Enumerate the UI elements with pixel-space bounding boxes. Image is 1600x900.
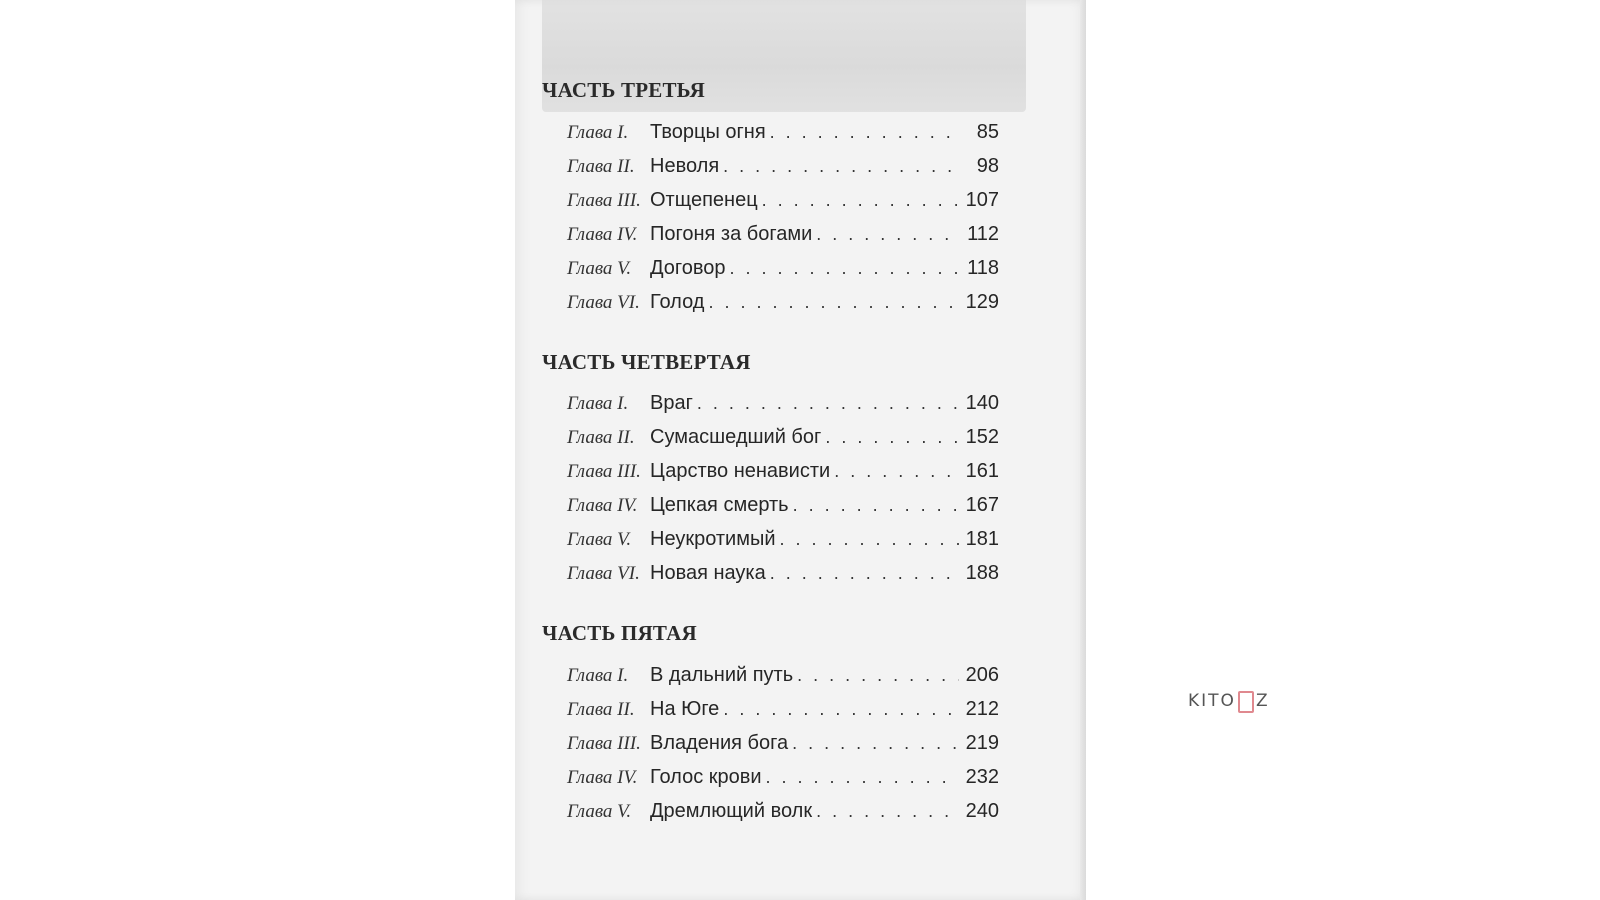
toc-entry — [567, 698, 999, 726]
page-number: 85 — [976, 121, 999, 143]
page-number: 112 — [967, 223, 999, 245]
book-page — [515, 0, 1086, 900]
chapter-title: Сумасшедший бог — [650, 426, 822, 448]
chapter-label: Глава I. — [567, 665, 629, 686]
chapter-label: Глава III. — [567, 190, 641, 211]
page-number: 161 — [965, 460, 999, 482]
dot-leader — [723, 699, 959, 720]
dot-leader — [825, 427, 959, 448]
chapter-label: Глава VI. — [567, 563, 640, 584]
page-number: 181 — [965, 528, 999, 550]
chapter-label: Глава I. — [567, 122, 629, 143]
page-number: 98 — [976, 155, 999, 177]
chapter-label: Глава III. — [567, 461, 641, 482]
chapter-title: Владения бога — [650, 732, 789, 754]
chapter-title: Новая наука — [650, 562, 766, 584]
page-number: 107 — [965, 189, 999, 211]
dot-leader — [792, 733, 959, 754]
section-title: ЧАСТЬ ЧЕТВЕРТАЯ — [542, 350, 751, 374]
toc-entry — [567, 189, 999, 217]
toc-entry — [567, 528, 999, 556]
chapter-label: Глава III. — [567, 733, 641, 754]
watermark-b-mark — [1238, 691, 1254, 713]
toc-entry — [567, 257, 999, 285]
page-edge — [1080, 0, 1086, 900]
toc-entry — [567, 223, 999, 251]
chapter-label: Глава II. — [567, 156, 635, 177]
toc-entry — [567, 562, 999, 590]
toc-entry — [567, 664, 999, 692]
chapter-title: На Юге — [650, 698, 720, 720]
chapter-title: Царство ненависти — [650, 460, 831, 482]
page-number: 206 — [965, 664, 999, 686]
toc-entry — [567, 392, 999, 420]
dot-leader — [770, 563, 959, 584]
toc-entry — [567, 732, 999, 760]
chapter-label: Глава V. — [567, 258, 632, 279]
page-number: 240 — [965, 800, 999, 822]
page-number: 219 — [965, 732, 999, 754]
chapter-label: Глава I. — [567, 393, 629, 414]
dot-leader — [697, 393, 959, 414]
chapter-title: Враг — [650, 392, 693, 414]
page-number: 140 — [965, 392, 999, 414]
kitobz-watermark — [1188, 690, 1270, 712]
page-number: 212 — [965, 698, 999, 720]
toc-entry — [567, 800, 999, 828]
toc-entry — [567, 494, 999, 522]
chapter-title: Договор — [650, 257, 726, 279]
dot-leader — [770, 122, 959, 143]
watermark-text-left: KITO — [1188, 691, 1236, 711]
chapter-title: Погоня за богами — [650, 223, 813, 245]
dot-leader — [780, 529, 959, 550]
dot-leader — [793, 495, 959, 516]
chapter-title: Дремлющий волк — [650, 800, 813, 822]
chapter-label: Глава II. — [567, 699, 635, 720]
dot-leader — [723, 156, 959, 177]
toc-entry — [567, 766, 999, 794]
dot-leader — [816, 224, 959, 245]
chapter-label: Глава IV. — [567, 224, 638, 245]
chapter-title: Голос крови — [650, 766, 762, 788]
dot-leader — [766, 767, 959, 788]
chapter-label: Глава VI. — [567, 292, 640, 313]
chapter-title: Отщепенец — [650, 189, 758, 211]
chapter-title: Цепкая смерть — [650, 494, 789, 516]
section-title: ЧАСТЬ ТРЕТЬЯ — [542, 78, 706, 102]
watermark-text-right: Z — [1255, 691, 1270, 711]
chapter-title: В дальний путь — [650, 664, 794, 686]
page-number: 232 — [965, 766, 999, 788]
page-number: 152 — [965, 426, 999, 448]
page-number: 118 — [967, 257, 999, 279]
chapter-title: Творцы огня — [650, 121, 766, 143]
toc-entry — [567, 291, 999, 319]
chapter-title: Неволя — [650, 155, 720, 177]
chapter-title: Голод — [650, 291, 705, 313]
chapter-label: Глава II. — [567, 427, 635, 448]
page-number: 129 — [965, 291, 999, 313]
dot-leader — [708, 292, 959, 313]
toc-entry — [567, 460, 999, 488]
chapter-label: Глава IV. — [567, 767, 638, 788]
chapter-title: Неукротимый — [650, 528, 776, 550]
chapter-label: Глава V. — [567, 801, 632, 822]
chapter-label: Глава V. — [567, 529, 632, 550]
dot-leader — [762, 190, 959, 211]
section-title: ЧАСТЬ ПЯТАЯ — [542, 621, 697, 645]
dot-leader — [730, 258, 959, 279]
toc-entry — [567, 426, 999, 454]
page-number: 167 — [965, 494, 999, 516]
toc-entry — [567, 121, 999, 149]
dot-leader — [834, 461, 959, 482]
page-number: 188 — [965, 562, 999, 584]
dot-leader — [797, 665, 959, 686]
dot-leader — [816, 801, 959, 822]
toc-entry — [567, 155, 999, 183]
chapter-label: Глава IV. — [567, 495, 638, 516]
